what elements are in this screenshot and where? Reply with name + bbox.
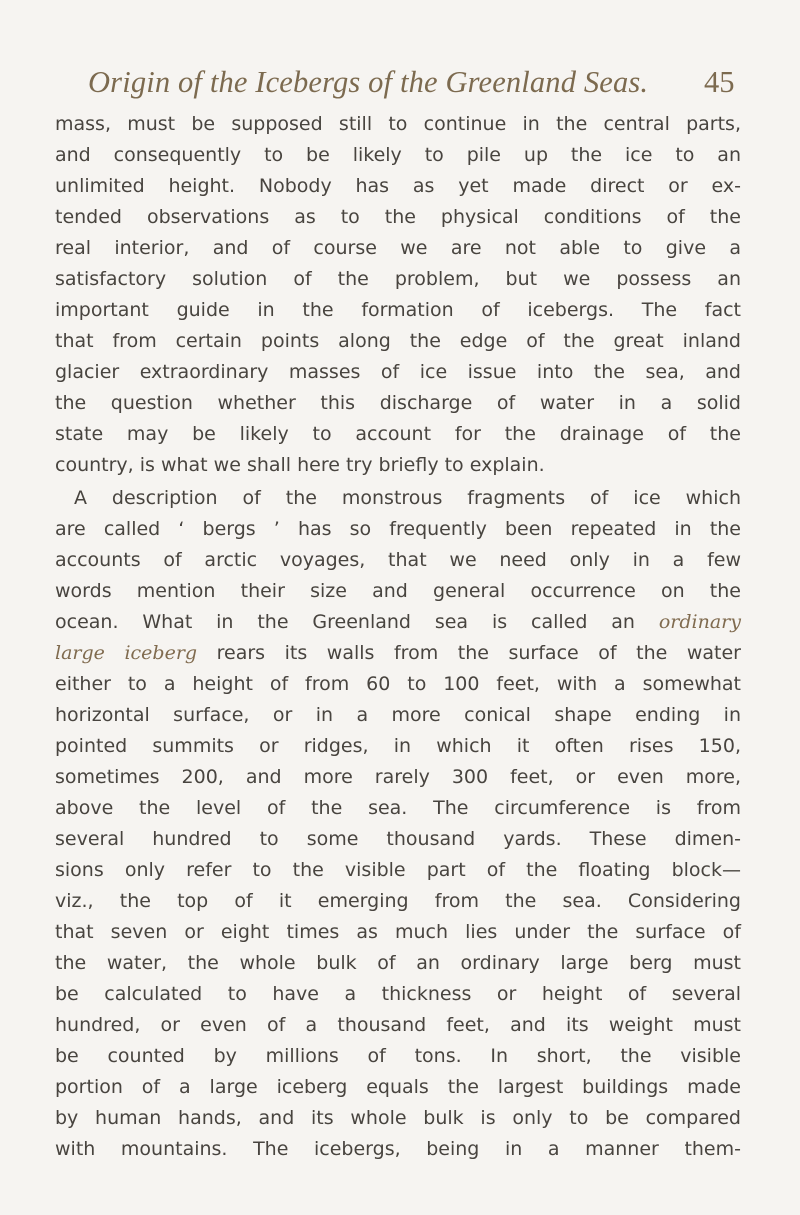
text-line: satisfactory solution of the problem, but we possess an: [55, 268, 741, 290]
text-line: accounts of arctic voyages, that we need only in a few: [55, 549, 741, 571]
page-number: 45: [704, 65, 735, 99]
text-line: either to a height of from 60 to 100 feet, with a somewhat: [55, 673, 741, 695]
text-line-with-italic: [55, 638, 741, 669]
text-line: by human hands, and its whole bulk is only to be compared: [55, 1107, 741, 1129]
running-head-title: Origin of the Icebergs of the Greenland Seas.: [88, 65, 649, 99]
text-line: sions only refer to the visible part of the floating block—: [55, 859, 741, 881]
text-line: above the level of the sea. The circumference is from: [55, 797, 741, 819]
text-line: hundred, or even of a thousand feet, and its weight must: [55, 1014, 741, 1036]
text-line: sometimes 200, and more rarely 300 feet, or even more,: [55, 766, 741, 788]
text-line: glacier extraordinary masses of ice issue into the sea, and: [55, 361, 741, 383]
text-line: pointed summits or ridges, in which it often rises 150,: [55, 735, 741, 757]
text-line: viz., the top of it emerging from the sea. Considering: [55, 890, 741, 912]
text-line: country, is what we shall here try briefly to explain.: [55, 454, 545, 476]
text-line: A description of the monstrous fragments of ice which: [74, 487, 741, 509]
text-line: real interior, and of course we are not able to give a: [55, 237, 741, 259]
text-line: that seven or eight times as much lies under the surface of: [55, 921, 741, 943]
text-line: are called ‘ bergs ’ has so frequently been repeated in the: [55, 518, 741, 540]
text-line: portion of a large iceberg equals the largest buildings made: [55, 1076, 741, 1098]
text-segment: rears its walls from the surface of the water: [197, 642, 741, 664]
text-line: the water, the whole bulk of an ordinary large berg must: [55, 952, 741, 974]
text-line: with mountains. The icebergs, being in a manner them-: [55, 1138, 741, 1160]
text-line-with-italic: [55, 607, 741, 638]
text-line: the question whether this discharge of water in a solid: [55, 392, 741, 414]
text-line: unlimited height. Nobody has as yet made direct or ex-: [55, 175, 741, 197]
text-line: words mention their size and general occurrence on the: [55, 580, 741, 602]
text-line: horizontal surface, or in a more conical shape ending in: [55, 704, 741, 726]
italic-term: large iceberg: [55, 642, 198, 664]
text-line: several hundred to some thousand yards. These dimen-: [55, 828, 741, 850]
text-line: be calculated to have a thickness or height of several: [55, 983, 741, 1005]
text-line: and consequently to be likely to pile up the ice to an: [55, 144, 741, 166]
text-line: mass, must be supposed still to continue in the central parts,: [55, 113, 741, 135]
text-line: state may be likely to account for the drainage of the: [55, 423, 741, 445]
text-segment: ocean. What in the Greenland sea is called an: [55, 611, 635, 633]
text-line: be counted by millions of tons. In short, the visible: [55, 1045, 741, 1067]
text-line: tended observations as to the physical conditions of the: [55, 206, 741, 228]
text-line: important guide in the formation of icebergs. The fact: [55, 299, 741, 321]
italic-term: ordinary: [658, 611, 741, 633]
text-line: that from certain points along the edge of the great inland: [55, 330, 741, 352]
